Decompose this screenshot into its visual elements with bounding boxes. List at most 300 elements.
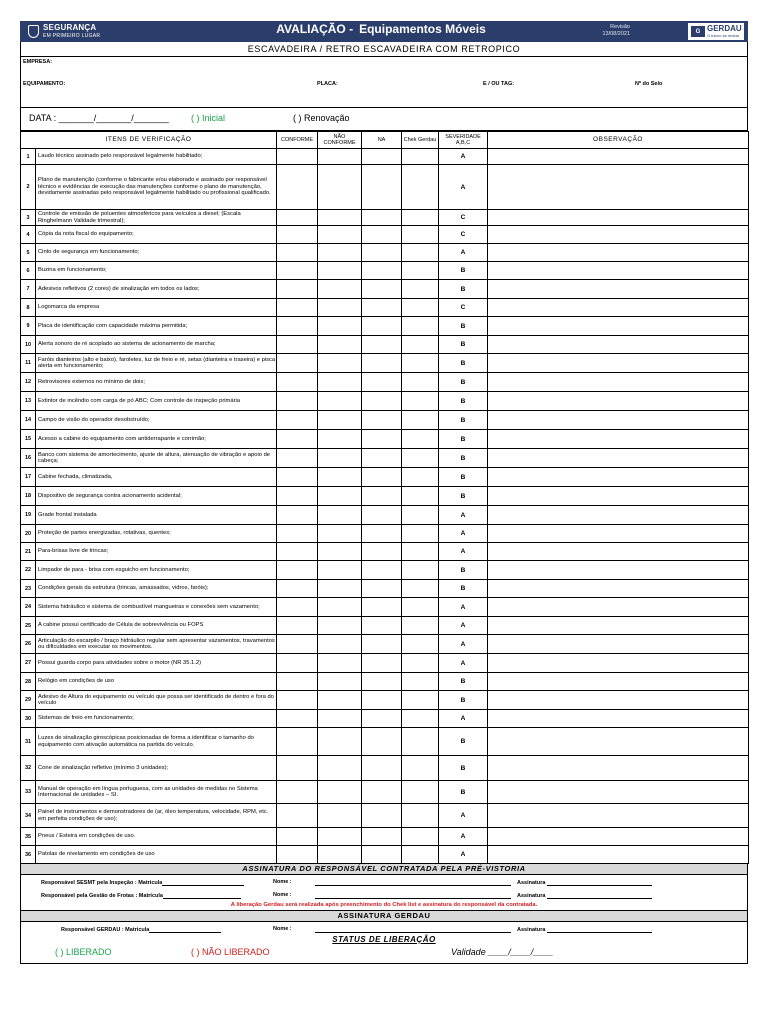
conforme-cell[interactable] [277, 525, 318, 543]
conforme-cell[interactable] [277, 673, 318, 691]
na-cell[interactable] [362, 317, 402, 336]
na-cell[interactable] [362, 149, 402, 165]
conforme-cell[interactable] [277, 449, 318, 468]
chek-gerdau-cell[interactable] [402, 336, 439, 354]
observacao-cell[interactable] [488, 449, 749, 468]
inicial-label: Inicial [202, 113, 226, 123]
item-number: 19 [21, 506, 36, 525]
chek-gerdau-cell[interactable] [402, 781, 439, 804]
item-description: Acesso a cabine do equipamento com antiderrapante e corrimão; [36, 430, 277, 449]
observacao-cell[interactable] [488, 392, 749, 411]
observacao-cell[interactable] [488, 210, 749, 226]
observacao-cell[interactable] [488, 244, 749, 262]
nao-conforme-cell[interactable] [318, 411, 362, 430]
table-row [21, 728, 749, 756]
validade-field[interactable]: Validade ____/____/____ [451, 947, 554, 957]
severity-cell: A [439, 598, 488, 617]
sesmt-nome-label: Nome : [273, 879, 292, 885]
observacao-cell[interactable] [488, 373, 749, 392]
equipment-subtitle: ESCAVADEIRA / RETRO ESCAVADEIRA COM RETROPICO [20, 42, 748, 57]
observacao-cell[interactable] [488, 165, 749, 210]
brand-line2: EM PRIMEIRO LUGAR [43, 32, 101, 39]
observacao-cell[interactable] [488, 756, 749, 781]
item-number: 36 [21, 846, 36, 864]
table-row [21, 710, 749, 728]
na-cell[interactable] [362, 756, 402, 781]
conforme-cell[interactable] [277, 280, 318, 299]
table-row [21, 373, 749, 392]
nao-conforme-cell[interactable] [318, 598, 362, 617]
na-cell[interactable] [362, 430, 402, 449]
nao-liberado-option[interactable] [191, 947, 270, 957]
sesmt-assinatura-label: Assinatura [517, 880, 546, 886]
item-number: 28 [21, 673, 36, 691]
conforme-cell[interactable] [277, 635, 318, 654]
nao-conforme-cell[interactable] [318, 617, 362, 635]
na-cell[interactable] [362, 299, 402, 317]
liberado-label: LIBERADO [66, 947, 112, 957]
nao-conforme-cell[interactable] [318, 449, 362, 468]
item-description: Buzina em funcionamento; [36, 262, 277, 280]
na-cell[interactable] [362, 226, 402, 244]
na-cell[interactable] [362, 210, 402, 226]
checklist-sheet [20, 21, 748, 964]
na-cell[interactable] [362, 392, 402, 411]
observacao-cell[interactable] [488, 561, 749, 580]
item-description: Cópia da nota fiscal do equipamento; [36, 226, 277, 244]
item-number: 6 [21, 262, 36, 280]
nao-conforme-cell[interactable] [318, 468, 362, 487]
table-row [21, 804, 749, 828]
item-number: 33 [21, 781, 36, 804]
item-number: 7 [21, 280, 36, 299]
conforme-cell[interactable] [277, 828, 318, 846]
table-row [21, 828, 749, 846]
observacao-cell[interactable] [488, 317, 749, 336]
conforme-cell[interactable] [277, 728, 318, 756]
conforme-cell[interactable] [277, 373, 318, 392]
severity-cell: A [439, 654, 488, 673]
nao-conforme-cell[interactable] [318, 430, 362, 449]
na-cell[interactable] [362, 336, 402, 354]
tag-field[interactable]: E / OU TAG: [483, 81, 515, 87]
chek-gerdau-cell[interactable] [402, 561, 439, 580]
observacao-cell[interactable] [488, 543, 749, 561]
severity-cell: C [439, 299, 488, 317]
observacao-cell[interactable] [488, 149, 749, 165]
observacao-cell[interactable] [488, 598, 749, 617]
nao-conforme-cell[interactable] [318, 487, 362, 506]
na-cell[interactable] [362, 262, 402, 280]
conforme-cell[interactable] [277, 354, 318, 373]
observacao-cell[interactable] [488, 580, 749, 598]
table-row [21, 392, 749, 411]
gerdau-nome-input[interactable] [315, 926, 511, 933]
frotas-assinatura-input[interactable] [547, 892, 652, 899]
nao-conforme-cell[interactable] [318, 580, 362, 598]
observacao-cell[interactable] [488, 635, 749, 654]
na-cell[interactable] [362, 506, 402, 525]
chek-gerdau-cell[interactable] [402, 756, 439, 781]
conforme-cell[interactable] [277, 317, 318, 336]
na-cell[interactable] [362, 354, 402, 373]
observacao-cell[interactable] [488, 487, 749, 506]
chek-gerdau-cell[interactable] [402, 506, 439, 525]
item-description: Painel de instrumentos e demonstradores de (ar, óleo temperatura, velocidade, RPM, etc. em perfeita condições de uso); [36, 804, 277, 828]
chek-gerdau-cell[interactable] [402, 244, 439, 262]
chek-gerdau-cell[interactable] [402, 149, 439, 165]
nao-conforme-cell[interactable] [318, 691, 362, 710]
nao-conforme-cell[interactable] [318, 262, 362, 280]
nao-conforme-cell[interactable] [318, 804, 362, 828]
table-row [21, 543, 749, 561]
na-cell[interactable] [362, 598, 402, 617]
observacao-cell[interactable] [488, 280, 749, 299]
nao-conforme-cell[interactable] [318, 392, 362, 411]
nao-conforme-cell[interactable] [318, 299, 362, 317]
chek-gerdau-cell[interactable] [402, 354, 439, 373]
table-header-row [21, 132, 749, 149]
nao-conforme-cell[interactable] [318, 149, 362, 165]
na-cell[interactable] [362, 165, 402, 210]
item-number: 5 [21, 244, 36, 262]
nao-conforme-cell[interactable] [318, 781, 362, 804]
na-cell[interactable] [362, 710, 402, 728]
title-part1: AVALIAÇÃO - [276, 22, 354, 36]
nao-conforme-cell[interactable] [318, 561, 362, 580]
chek-gerdau-cell[interactable] [402, 430, 439, 449]
table-row [21, 756, 749, 781]
severity-cell: C [439, 210, 488, 226]
selo-field[interactable]: Nº do Selo [635, 81, 663, 87]
conforme-cell[interactable] [277, 756, 318, 781]
table-row [21, 226, 749, 244]
na-cell[interactable] [362, 487, 402, 506]
nao-conforme-cell[interactable] [318, 373, 362, 392]
item-description: Manual de operação em língua portuguesa, com as unidades de medidas no Sistema Internacional de unidades – SI. [36, 781, 277, 804]
chek-gerdau-cell[interactable] [402, 317, 439, 336]
observacao-cell[interactable] [488, 710, 749, 728]
chek-gerdau-cell[interactable] [402, 449, 439, 468]
logo-name: GERDAU [707, 23, 742, 33]
gerdau-signature-title: ASSINATURA GERDAU [21, 911, 747, 922]
info-section [20, 57, 748, 108]
nao-conforme-cell[interactable] [318, 846, 362, 864]
item-description: Luzes de sinalização giroscópicas posicionadas de forma a identificar o tamanho do equipamento com ativação automática na partida do veículo. [36, 728, 277, 756]
nao-conforme-cell[interactable] [318, 654, 362, 673]
item-description: Sistemas de freio em funcionamento; [36, 710, 277, 728]
observacao-cell[interactable] [488, 691, 749, 710]
item-description: Cabine fechada, climatizada, [36, 468, 277, 487]
na-cell[interactable] [362, 781, 402, 804]
gerdau-row [21, 922, 747, 935]
table-row [21, 506, 749, 525]
item-description: Placa de identificação com capacidade máxima permitida; [36, 317, 277, 336]
conforme-cell[interactable] [277, 244, 318, 262]
na-cell[interactable] [362, 846, 402, 864]
table-row [21, 635, 749, 654]
conforme-cell[interactable] [277, 392, 318, 411]
item-number: 4 [21, 226, 36, 244]
item-number: 20 [21, 525, 36, 543]
observacao-cell[interactable] [488, 525, 749, 543]
col-conforme: CONFORME [277, 132, 318, 149]
severity-cell: B [439, 354, 488, 373]
table-row [21, 654, 749, 673]
table-row [21, 262, 749, 280]
nao-conforme-cell[interactable] [318, 543, 362, 561]
item-description: Proteção de partes energizadas, rotativas, quentes; [36, 525, 277, 543]
item-number: 12 [21, 373, 36, 392]
nao-conforme-cell[interactable] [318, 506, 362, 525]
na-cell[interactable] [362, 728, 402, 756]
chek-gerdau-cell[interactable] [402, 635, 439, 654]
item-number: 31 [21, 728, 36, 756]
nao-conforme-cell[interactable] [318, 317, 362, 336]
conforme-cell[interactable] [277, 299, 318, 317]
severity-cell: A [439, 543, 488, 561]
na-cell[interactable] [362, 617, 402, 635]
severity-cell: A [439, 506, 488, 525]
conforme-cell[interactable] [277, 165, 318, 210]
observacao-cell[interactable] [488, 673, 749, 691]
observacao-cell[interactable] [488, 828, 749, 846]
observacao-cell[interactable] [488, 654, 749, 673]
liberation-note: A liberação Gerdau será realizada após preenchimento do Chek list e assinatura do responsável da contratada. [21, 901, 747, 911]
status-title: STATUS DE LIBERAÇÃO [332, 935, 436, 944]
item-description: Pneus / Esteira em condições de uso. [36, 828, 277, 846]
nao-conforme-cell[interactable] [318, 728, 362, 756]
severity-cell: B [439, 317, 488, 336]
conforme-cell[interactable] [277, 226, 318, 244]
gerdau-assinatura-label: Assinatura [517, 927, 546, 933]
item-description: Patolas de nivelamento em condições de uso [36, 846, 277, 864]
observacao-cell[interactable] [488, 781, 749, 804]
status-section [21, 935, 747, 963]
item-number: 17 [21, 468, 36, 487]
table-row [21, 598, 749, 617]
sesmt-assinatura-input[interactable] [547, 879, 652, 886]
date-field[interactable]: DATA : _______/_______/_______ [29, 113, 169, 123]
chek-gerdau-cell[interactable] [402, 299, 439, 317]
table-row [21, 317, 749, 336]
inicial-checkbox[interactable]: ( ) [191, 113, 200, 123]
na-cell[interactable] [362, 673, 402, 691]
conforme-cell[interactable] [277, 543, 318, 561]
observacao-cell[interactable] [488, 411, 749, 430]
na-cell[interactable] [362, 525, 402, 543]
nao-liberado-checkbox[interactable]: ( ) [191, 947, 200, 957]
placa-field[interactable]: PLACA: [317, 81, 338, 87]
observacao-cell[interactable] [488, 354, 749, 373]
item-description: Possui guarda corpo para atividades sobre o motor (NR 35.1.2) [36, 654, 277, 673]
nao-conforme-cell[interactable] [318, 635, 362, 654]
item-description: Limpador de para - brisa com esguicho em funcionamento; [36, 561, 277, 580]
chek-gerdau-cell[interactable] [402, 728, 439, 756]
chek-gerdau-cell[interactable] [402, 828, 439, 846]
nao-conforme-cell[interactable] [318, 756, 362, 781]
chek-gerdau-cell[interactable] [402, 525, 439, 543]
conforme-cell[interactable] [277, 487, 318, 506]
na-cell[interactable] [362, 635, 402, 654]
na-cell[interactable] [362, 654, 402, 673]
chek-gerdau-cell[interactable] [402, 804, 439, 828]
conforme-cell[interactable] [277, 149, 318, 165]
gerdau-logo-icon: G [691, 26, 705, 37]
gerdau-logo [688, 23, 744, 40]
chek-gerdau-cell[interactable] [402, 580, 439, 598]
nao-conforme-cell[interactable] [318, 710, 362, 728]
observacao-cell[interactable] [488, 846, 749, 864]
severity-cell: B [439, 561, 488, 580]
chek-gerdau-cell[interactable] [402, 543, 439, 561]
conforme-cell[interactable] [277, 781, 318, 804]
frotas-matricula-input[interactable] [163, 892, 241, 899]
observacao-cell[interactable] [488, 506, 749, 525]
na-cell[interactable] [362, 449, 402, 468]
nao-conforme-cell[interactable] [318, 828, 362, 846]
chek-gerdau-cell[interactable] [402, 373, 439, 392]
chek-gerdau-cell[interactable] [402, 262, 439, 280]
nao-conforme-cell[interactable] [318, 673, 362, 691]
conforme-cell[interactable] [277, 430, 318, 449]
observacao-cell[interactable] [488, 226, 749, 244]
frotas-nome-input[interactable] [315, 892, 511, 899]
table-row [21, 411, 749, 430]
nao-conforme-cell[interactable] [318, 354, 362, 373]
gerdau-assinatura-input[interactable] [547, 926, 652, 933]
nao-conforme-cell[interactable] [318, 336, 362, 354]
na-cell[interactable] [362, 561, 402, 580]
conforme-cell[interactable] [277, 654, 318, 673]
na-cell[interactable] [362, 543, 402, 561]
conforme-cell[interactable] [277, 262, 318, 280]
severity-cell: A [439, 525, 488, 543]
na-cell[interactable] [362, 468, 402, 487]
observacao-cell[interactable] [488, 262, 749, 280]
table-row [21, 691, 749, 710]
observacao-cell[interactable] [488, 430, 749, 449]
nao-conforme-cell[interactable] [318, 525, 362, 543]
severity-cell: B [439, 392, 488, 411]
na-cell[interactable] [362, 373, 402, 392]
conforme-cell[interactable] [277, 617, 318, 635]
liberado-checkbox[interactable]: ( ) [55, 947, 64, 957]
conforme-cell[interactable] [277, 580, 318, 598]
severity-cell: B [439, 781, 488, 804]
na-cell[interactable] [362, 691, 402, 710]
conforme-cell[interactable] [277, 804, 318, 828]
liberado-option[interactable] [55, 947, 112, 957]
observacao-cell[interactable] [488, 728, 749, 756]
severity-cell: B [439, 262, 488, 280]
chek-gerdau-cell[interactable] [402, 226, 439, 244]
chek-gerdau-cell[interactable] [402, 392, 439, 411]
nao-conforme-cell[interactable] [318, 210, 362, 226]
na-cell[interactable] [362, 411, 402, 430]
severity-cell: A [439, 149, 488, 165]
item-number: 24 [21, 598, 36, 617]
title-part2: Equipamentos Móveis [359, 22, 486, 36]
chek-gerdau-cell[interactable] [402, 846, 439, 864]
revision-label: Revisão [610, 24, 630, 30]
item-number: 29 [21, 691, 36, 710]
conforme-cell[interactable] [277, 336, 318, 354]
conforme-cell[interactable] [277, 710, 318, 728]
inicial-option[interactable] [191, 113, 225, 123]
observacao-cell[interactable] [488, 468, 749, 487]
chek-gerdau-cell[interactable] [402, 411, 439, 430]
na-cell[interactable] [362, 580, 402, 598]
table-row [21, 354, 749, 373]
gerdau-matricula-input[interactable] [149, 926, 221, 933]
observacao-cell[interactable] [488, 617, 749, 635]
equipamento-field[interactable]: EQUIPAMENTO: [23, 81, 66, 87]
severity-cell: A [439, 828, 488, 846]
nao-conforme-cell[interactable] [318, 280, 362, 299]
item-number: 14 [21, 411, 36, 430]
empresa-field[interactable]: EMPRESA: [23, 59, 53, 65]
observacao-cell[interactable] [488, 336, 749, 354]
chek-gerdau-cell[interactable] [402, 165, 439, 210]
chek-gerdau-cell[interactable] [402, 598, 439, 617]
nao-conforme-cell[interactable] [318, 244, 362, 262]
nao-liberado-label: NÃO LIBERADO [202, 947, 270, 957]
na-cell[interactable] [362, 244, 402, 262]
sesmt-nome-input[interactable] [315, 879, 511, 886]
chek-gerdau-cell[interactable] [402, 617, 439, 635]
conforme-cell[interactable] [277, 561, 318, 580]
chek-gerdau-cell[interactable] [402, 654, 439, 673]
conforme-cell[interactable] [277, 210, 318, 226]
item-number: 35 [21, 828, 36, 846]
na-cell[interactable] [362, 280, 402, 299]
conforme-cell[interactable] [277, 598, 318, 617]
renovacao-checkbox[interactable]: ( ) [293, 113, 302, 123]
item-description: Cinto de segurança em funcionamento; [36, 244, 277, 262]
table-row [21, 430, 749, 449]
severity-cell: B [439, 691, 488, 710]
observacao-cell[interactable] [488, 299, 749, 317]
signature-block [20, 864, 748, 964]
page-title [20, 22, 748, 36]
conforme-cell[interactable] [277, 411, 318, 430]
chek-gerdau-cell[interactable] [402, 710, 439, 728]
renovacao-label: Renovação [304, 113, 350, 123]
na-cell[interactable] [362, 804, 402, 828]
severity-cell: B [439, 673, 488, 691]
conforme-cell[interactable] [277, 691, 318, 710]
conforme-cell[interactable] [277, 506, 318, 525]
item-number: 34 [21, 804, 36, 828]
item-number: 22 [21, 561, 36, 580]
sesmt-matricula-input[interactable] [162, 879, 244, 886]
na-cell[interactable] [362, 828, 402, 846]
conforme-cell[interactable] [277, 846, 318, 864]
chek-gerdau-cell[interactable] [402, 673, 439, 691]
nao-conforme-cell[interactable] [318, 226, 362, 244]
chek-gerdau-cell[interactable] [402, 487, 439, 506]
chek-gerdau-cell[interactable] [402, 691, 439, 710]
col-itens: ITENS DE VERIFICAÇÃO [21, 132, 277, 149]
renovacao-option[interactable] [293, 113, 350, 123]
chek-gerdau-cell[interactable] [402, 210, 439, 226]
observacao-cell[interactable] [488, 804, 749, 828]
chek-gerdau-cell[interactable] [402, 468, 439, 487]
nao-conforme-cell[interactable] [318, 165, 362, 210]
chek-gerdau-cell[interactable] [402, 280, 439, 299]
conforme-cell[interactable] [277, 468, 318, 487]
